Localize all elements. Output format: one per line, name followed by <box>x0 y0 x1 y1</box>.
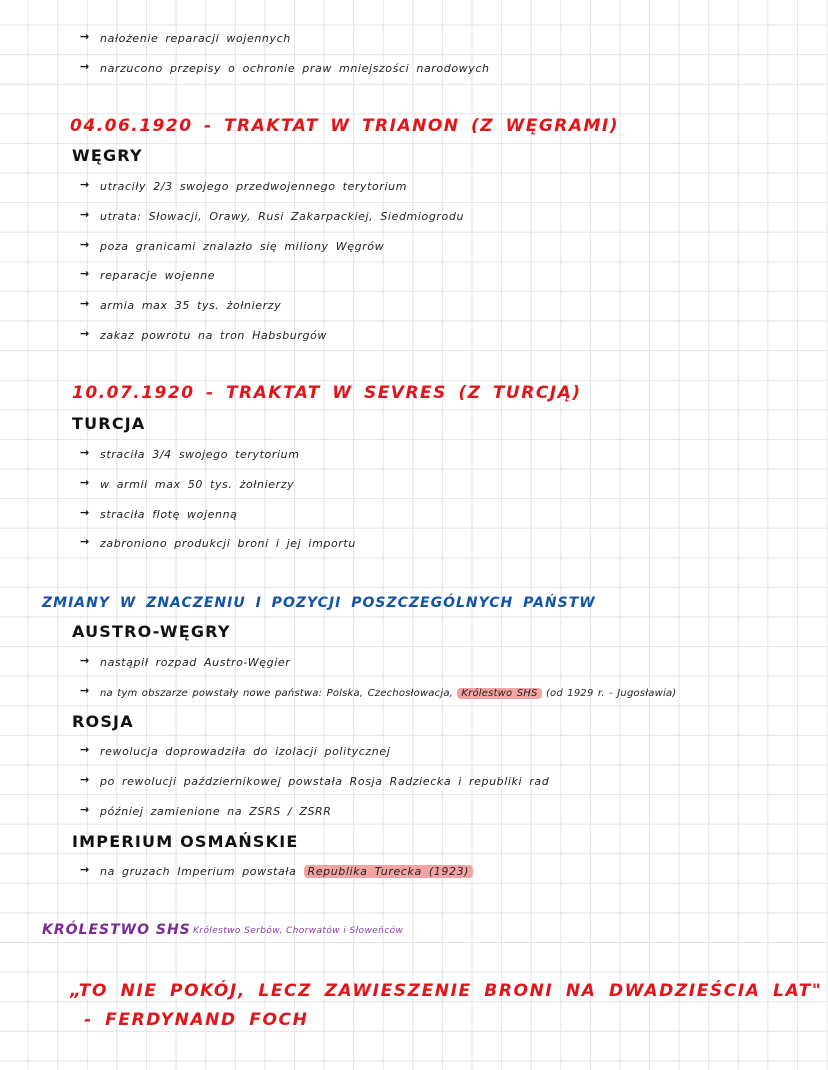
term-definition: Królestwo Serbów, Chorwatów i Słoweńców <box>193 926 404 936</box>
country-title-hungary: WĘGRY <box>72 146 143 165</box>
arrow-right-icon: → <box>80 30 90 43</box>
list-item: → nastąpił rozpad Austro-Węgier <box>80 654 291 669</box>
list-item: → w armii max 50 tys. żołnierzy <box>80 476 295 491</box>
arrow-right-icon: → <box>80 297 90 310</box>
arrow-right-icon: → <box>80 238 90 251</box>
arrow-right-icon: → <box>80 446 90 459</box>
arrow-right-icon: → <box>80 506 90 519</box>
highlight: Królestwo SHS <box>457 688 541 699</box>
country-title-russia: ROSJA <box>72 712 134 731</box>
list-item: → zakaz powrotu na tron Habsburgów <box>80 327 327 342</box>
section-heading-trianon: 04.06.1920 - TRAKTAT W TRIANON (Z WĘGRAMI) <box>70 116 620 136</box>
list-item: → po rewolucji październikowej powstała Rosja Radziecka i republiki rad <box>80 773 550 788</box>
list-item: → nałożenie reparacji wojennych <box>80 30 291 45</box>
list-item: → zabroniono produkcji broni i jej importu <box>80 535 356 550</box>
list-item: → reparacje wojenne <box>80 267 216 282</box>
arrow-right-icon: → <box>80 743 90 756</box>
arrow-right-icon: → <box>80 327 90 340</box>
fraction: 3/4 <box>152 448 172 461</box>
list-item: → straciła flotę wojenną <box>80 506 238 521</box>
fraction: 2/3 <box>153 180 173 193</box>
arrow-right-icon: → <box>80 178 90 191</box>
arrow-right-icon: → <box>80 773 90 786</box>
country-title-ottoman-empire: IMPERIUM OSMAŃSKIE <box>72 832 299 851</box>
list-item: → poza granicami znalazło się miliony Węgrów <box>80 238 385 253</box>
list-item: → na gruzach Imperium powstała Republika Turecka (1923) <box>80 865 473 878</box>
arrow-right-icon: → <box>80 476 90 489</box>
country-title-turkey: TURCJA <box>72 414 146 433</box>
list-item: → rewolucja doprowadziła do izolacji politycznej <box>80 743 391 758</box>
list-item: → na tym obszarze powstały nowe państwa: Polska, Czechosłowacja, Królestwo SHS (od 1929 r. - Jugosławia) <box>80 684 677 699</box>
country-title-austria-hungary: AUSTRO-WĘGRY <box>72 622 231 641</box>
highlight: Republika Turecka (1923) <box>304 865 474 878</box>
list-item: → narzucono przepisy o ochronie praw mniejszości narodowych <box>80 60 490 75</box>
quote-author: - FERDYNAND FOCH <box>84 1010 309 1030</box>
list-item: → straciła 3/4 swojego terytorium <box>80 446 300 461</box>
arrow-right-icon: → <box>80 803 90 816</box>
list-item: → armia max 35 tys. żołnierzy <box>80 297 282 312</box>
arrow-right-icon: → <box>80 654 90 667</box>
arrow-right-icon: → <box>80 208 90 221</box>
arrow-right-icon: → <box>80 684 90 697</box>
arrow-right-icon: → <box>80 267 90 280</box>
arrow-right-icon: → <box>80 60 90 73</box>
quote-text: „TO NIE POKÓJ, LECZ ZAWIESZENIE BRONI NA DWADZIEŚCIA LAT" <box>70 981 823 1001</box>
arrow-right-icon: → <box>80 863 90 876</box>
list-item: → utrata: Słowacji, Orawy, Rusi Zakarpackiej, Siedmiogrodu <box>80 208 465 223</box>
list-item: → później zamienione na ZSRS / ZSRR <box>80 803 332 818</box>
section-heading-sevres: 10.07.1920 - TRAKTAT W SEVRES (Z TURCJĄ) <box>72 383 582 403</box>
section-heading-changes: ZMIANY W ZNACZENIU I POZYCJI POSZCZEGÓLNYCH PAŃSTW <box>42 595 596 611</box>
list-item: → utraciły 2/3 swojego przedwojennego terytorium <box>80 178 408 193</box>
arrow-right-icon: → <box>80 535 90 548</box>
term-title-shs: KRÓLESTWO SHS <box>42 922 191 938</box>
